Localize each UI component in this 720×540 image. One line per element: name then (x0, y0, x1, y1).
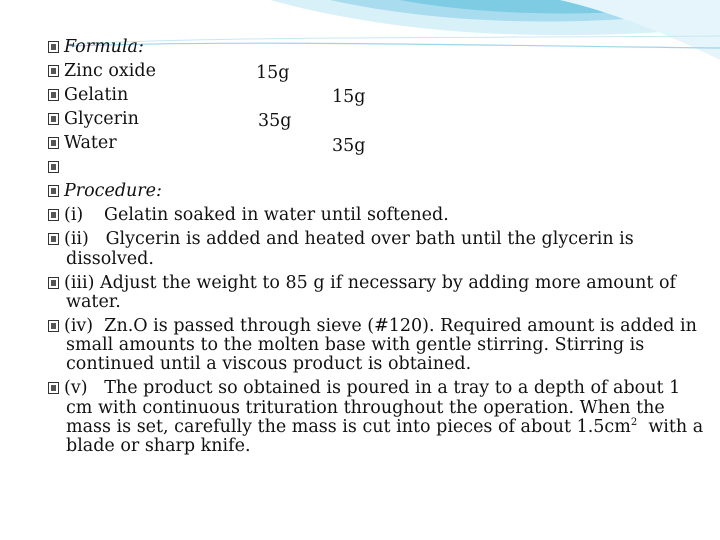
superscript: 2 (630, 417, 638, 428)
step-text-continued: continued until a viscous product is obtained. (66, 354, 472, 374)
procedure-step (48, 206, 449, 226)
step-text: Glycerin is added and heated over bath until the glycerin is (105, 229, 634, 249)
step-text-continued: small amounts to the molten base with gentle stirring. Stirring is (66, 335, 645, 355)
step-number: (iv) (64, 316, 94, 336)
formula-heading: Formula: (48, 38, 144, 58)
step-text-continued: water. (66, 292, 121, 312)
square-bullet-icon (48, 113, 59, 125)
square-bullet-icon (48, 233, 59, 245)
step-number: (ii) (64, 229, 89, 249)
square-bullet-icon (48, 277, 59, 289)
ingredient-name: Glycerin (48, 110, 139, 130)
square-bullet-icon (48, 41, 59, 53)
ingredient-name: Water (48, 134, 117, 154)
step-text-continued: mass is set, carefully the mass is cut into pieces of about $1.5cm^2$ with a (66, 417, 704, 437)
step-number: (iii) (64, 273, 95, 293)
square-bullet-icon (48, 89, 59, 101)
step-text-continued: cm with continuous trituration throughout the operation. When the (66, 398, 665, 418)
step-text: The product so obtained is poured in a tray to a depth of about 1 (104, 378, 681, 398)
ingredient-name: Zinc oxide (48, 62, 156, 82)
step-text-continued: blade or sharp knife. (66, 436, 251, 456)
ingredient-amount: 15g (256, 63, 290, 83)
step-text-continued: dissolved. (66, 249, 154, 269)
procedure-step (48, 317, 697, 337)
ingredient-amount: 35g (258, 111, 292, 131)
step-text: Zn.O is passed through sieve (#120). Required amount is added in (104, 316, 697, 336)
procedure-step (48, 379, 680, 399)
square-bullet-icon (48, 185, 59, 197)
procedure-heading: Procedure: (48, 182, 162, 202)
procedure-step (48, 274, 676, 294)
step-text: Gelatin soaked in water until softened. (104, 205, 449, 225)
square-bullet-icon (48, 137, 59, 149)
procedure-step (48, 230, 634, 250)
square-bullet-icon (48, 161, 59, 173)
step-number: (v) (64, 378, 88, 398)
square-bullet-icon (48, 320, 59, 332)
ingredient-amount: 35g (332, 136, 366, 156)
empty-bullet-line (48, 158, 64, 178)
ingredient-amount: 15g (332, 87, 366, 107)
square-bullet-icon (48, 65, 59, 77)
step-number: (i) (64, 205, 84, 225)
step-text: Adjust the weight to 85 g if necessary by adding more amount of (100, 273, 676, 293)
square-bullet-icon (48, 209, 59, 221)
ingredient-name: Gelatin (48, 86, 128, 106)
square-bullet-icon (48, 382, 59, 394)
